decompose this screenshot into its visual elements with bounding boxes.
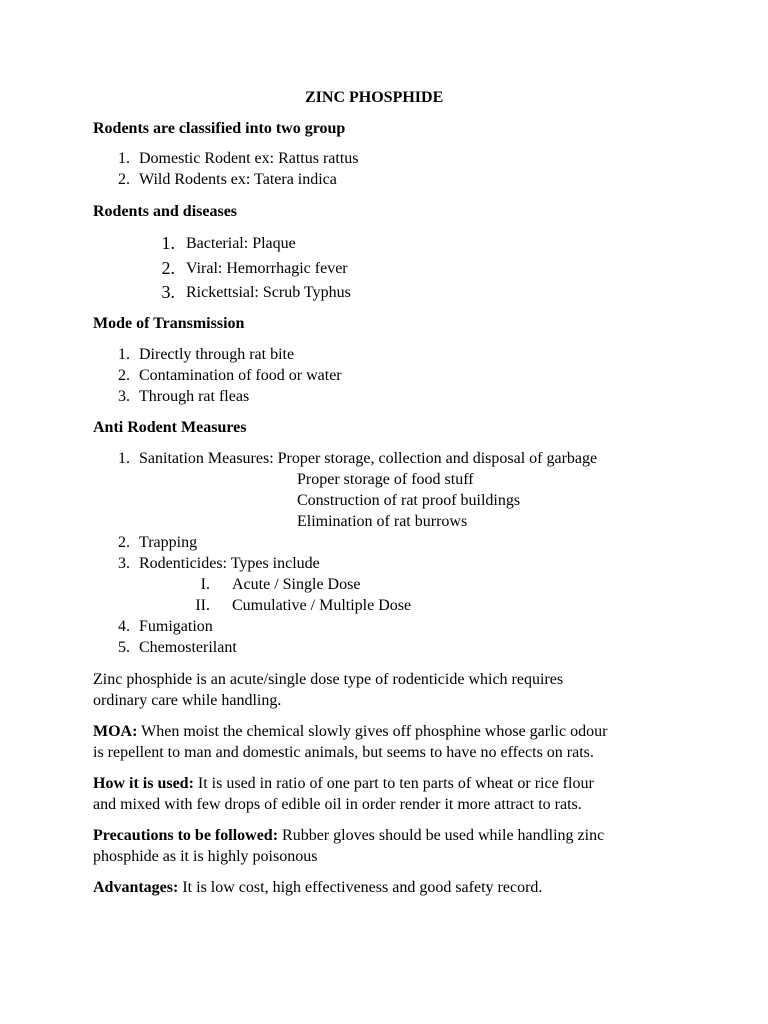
- list-number: 2.: [118, 367, 130, 384]
- list-number: 3.: [118, 555, 130, 572]
- list-item-continuation: Proper storage of food stuff: [297, 471, 474, 488]
- list-number: 2.: [118, 171, 130, 188]
- list-number: 3.: [118, 388, 130, 405]
- list-item: Trapping: [139, 534, 198, 551]
- list-number: 3.: [161, 282, 175, 302]
- list-item-continuation: Elimination of rat burrows: [297, 513, 468, 530]
- precautions-paragraph-line: [93, 826, 604, 846]
- list-number: 1.: [118, 150, 130, 167]
- intro-paragraph-line: Zinc phosphide is an acute/single dose type of rodenticide which requires: [93, 671, 564, 688]
- list-number: 1.: [118, 346, 130, 363]
- classification-heading: Rodents are classified into two group: [93, 120, 346, 137]
- list-number: 1.: [161, 233, 175, 253]
- usage-paragraph-line: [93, 774, 594, 794]
- list-item-continuation: Construction of rat proof buildings: [297, 492, 521, 509]
- moa-paragraph-line: [93, 722, 607, 742]
- list-item: Sanitation Measures: Proper storage, collection and disposal of garbage: [139, 450, 598, 467]
- intro-paragraph-line: ordinary care while handling.: [93, 692, 282, 709]
- list-number: 2.: [118, 534, 130, 551]
- measures-heading: Anti Rodent Measures: [93, 419, 247, 436]
- list-number: 5.: [118, 639, 130, 656]
- list-item: Rodenticides: Types include: [139, 555, 320, 572]
- list-number: 2.: [161, 258, 175, 278]
- list-item: Directly through rat bite: [139, 346, 295, 363]
- moa-text: When moist the chemical slowly gives off phosphine whose garlic odour: [141, 723, 608, 740]
- advantages-label: Advantages:: [93, 879, 179, 896]
- usage-paragraph-line: and mixed with few drops of edible oil in order render it more attract to rats.: [93, 796, 582, 813]
- advantages-paragraph-line: [93, 878, 542, 898]
- page-title: ZINC PHOSPHIDE: [305, 89, 444, 106]
- sublist-number: I.: [200, 576, 210, 593]
- list-item: Fumigation: [139, 618, 213, 635]
- list-number: 1.: [118, 450, 130, 467]
- list-item: Domestic Rodent ex: Rattus rattus: [139, 150, 359, 167]
- sublist-item: Cumulative / Multiple Dose: [232, 597, 412, 614]
- list-item: Bacterial: Plaque: [186, 235, 296, 252]
- precautions-label: Precautions to be followed:: [93, 827, 279, 844]
- precautions-paragraph-line: phosphide as it is highly poisonous: [93, 848, 318, 865]
- moa-paragraph-line: is repellent to man and domestic animals, but seems to have no effects on rats.: [93, 744, 594, 761]
- advantages-text: It is low cost, high effectiveness and good safety record.: [182, 879, 543, 896]
- diseases-heading: Rodents and diseases: [93, 203, 238, 220]
- list-item: Viral: Hemorrhagic fever: [186, 260, 348, 277]
- list-item: Contamination of food or water: [139, 367, 342, 384]
- list-item: Through rat fleas: [139, 388, 250, 405]
- sublist-item: Acute / Single Dose: [232, 576, 361, 593]
- list-item: Wild Rodents ex: Tatera indica: [139, 171, 337, 188]
- transmission-heading: Mode of Transmission: [93, 315, 245, 332]
- usage-label: How it is used:: [93, 775, 194, 792]
- moa-label: MOA:: [93, 723, 138, 740]
- list-item: Rickettsial: Scrub Typhus: [186, 284, 351, 301]
- precautions-text: Rubber gloves should be used while handling zinc: [282, 827, 605, 844]
- sublist-number: II.: [195, 597, 210, 614]
- usage-text: It is used in ratio of one part to ten parts of wheat or rice flour: [197, 775, 594, 792]
- list-item: Chemosterilant: [139, 639, 237, 656]
- list-number: 4.: [118, 618, 130, 635]
